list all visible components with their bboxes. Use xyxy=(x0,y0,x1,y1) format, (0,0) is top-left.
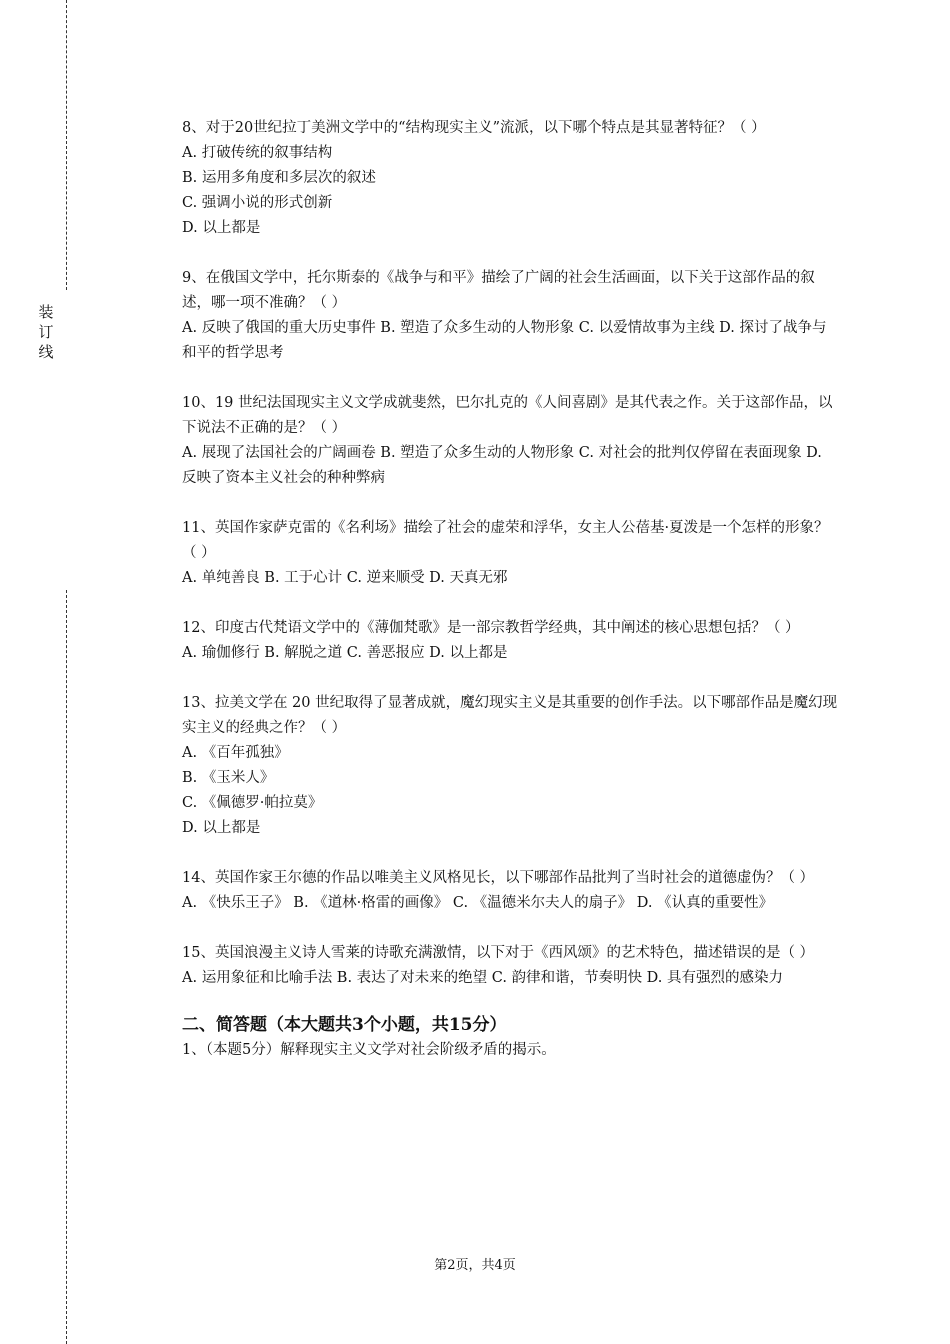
question-options: A. 反映了俄国的重大历史事件 B. 塑造了众多生动的人物形象 C. 以爱情故事为主线 D. 探讨了战争与和平的哲学思考 xyxy=(182,320,827,361)
question-options: A. 《快乐王子》 B. 《道林·格雷的画像》 C. 《温德米尔夫人的扇子》 D. 《认真的重要性》 xyxy=(182,895,774,911)
binding-char: 装 xyxy=(38,303,54,321)
question-stem: 8、对于20世纪拉丁美洲文学中的“结构现实主义”流派，以下哪个特点是其显著特征？（ ） xyxy=(182,120,766,136)
question-option: A. 打破传统的叙事结构 xyxy=(182,145,333,161)
question-options: A. 展现了法国社会的广阔画卷 B. 塑造了众多生动的人物形象 C. 对社会的批判仅停留在表面现象 D. 反映了资本主义社会的种种弊病 xyxy=(182,445,822,486)
binding-dashed-line-top xyxy=(66,0,67,290)
section-title: 二、简答题（本大题共3个小题，共15分） xyxy=(182,1015,507,1035)
question-option: B. 运用多角度和多层次的叙述 xyxy=(182,170,376,186)
question-option: C. 《佩德罗·帕拉莫》 xyxy=(182,795,323,811)
exam-content xyxy=(182,116,838,1063)
question-14 xyxy=(182,866,838,916)
question-stem: 13、拉美文学在 20 世纪取得了显著成就，魔幻现实主义是其重要的创作手法。以下哪部作品是魔幻现实主义的经典之作？（ ） xyxy=(182,695,838,736)
question-stem: 12、印度古代梵语文学中的《薄伽梵歌》是一部宗教哲学经典，其中阐述的核心思想包括？（ ） xyxy=(182,620,800,636)
question-12 xyxy=(182,616,838,666)
question-stem: 15、英国浪漫主义诗人雪莱的诗歌充满激情，以下对于《西风颂》的艺术特色，描述错误的是（ ） xyxy=(182,945,815,961)
question-options: A. 瑜伽修行 B. 解脱之道 C. 善恶报应 D. 以上都是 xyxy=(182,645,508,661)
binding-label xyxy=(38,302,54,362)
question-option: B. 《玉米人》 xyxy=(182,770,275,786)
question-8 xyxy=(182,116,838,241)
question-options: A. 单纯善良 B. 工于心计 C. 逆来顺受 D. 天真无邪 xyxy=(182,570,508,586)
binding-char: 订 xyxy=(38,323,54,341)
question-stem: 10、19 世纪法国现实主义文学成就斐然，巴尔扎克的《人间喜剧》是其代表之作。关于这部作品，以下说法不正确的是？（ ） xyxy=(182,395,833,436)
question-option: D. 以上都是 xyxy=(182,220,261,236)
binding-char: 线 xyxy=(38,343,54,361)
question-option: C. 强调小说的形式创新 xyxy=(182,195,333,211)
question-options: A. 运用象征和比喻手法 B. 表达了对未来的绝望 C. 韵律和谐，节奏明快 D. 具有强烈的感染力 xyxy=(182,970,784,986)
question-10 xyxy=(182,391,838,491)
question-stem: 14、英国作家王尔德的作品以唯美主义风格见长，以下哪部作品批判了当时社会的道德虚伪？（ ） xyxy=(182,870,815,886)
binding-dashed-line-bottom xyxy=(66,590,67,1344)
question-option: A. 《百年孤独》 xyxy=(182,745,289,761)
question-11 xyxy=(182,516,838,591)
question-15 xyxy=(182,941,838,991)
question-9 xyxy=(182,266,838,366)
question-stem: 9、在俄国文学中，托尔斯泰的《战争与和平》描绘了广阔的社会生活画面，以下关于这部作品的叙述，哪一项不准确？（ ） xyxy=(182,270,815,311)
page-footer: 第2页，共4页 xyxy=(434,1258,516,1273)
short-answer-item: 1、（本题5分）解释现实主义文学对社会阶级矛盾的揭示。 xyxy=(182,1042,556,1058)
question-stem: 11、英国作家萨克雷的《名利场》描绘了社会的虚荣和浮华，女主人公蓓基·夏泼是一个怎样的形象？（ ） xyxy=(182,520,829,561)
question-13 xyxy=(182,691,838,841)
question-option: D. 以上都是 xyxy=(182,820,261,836)
